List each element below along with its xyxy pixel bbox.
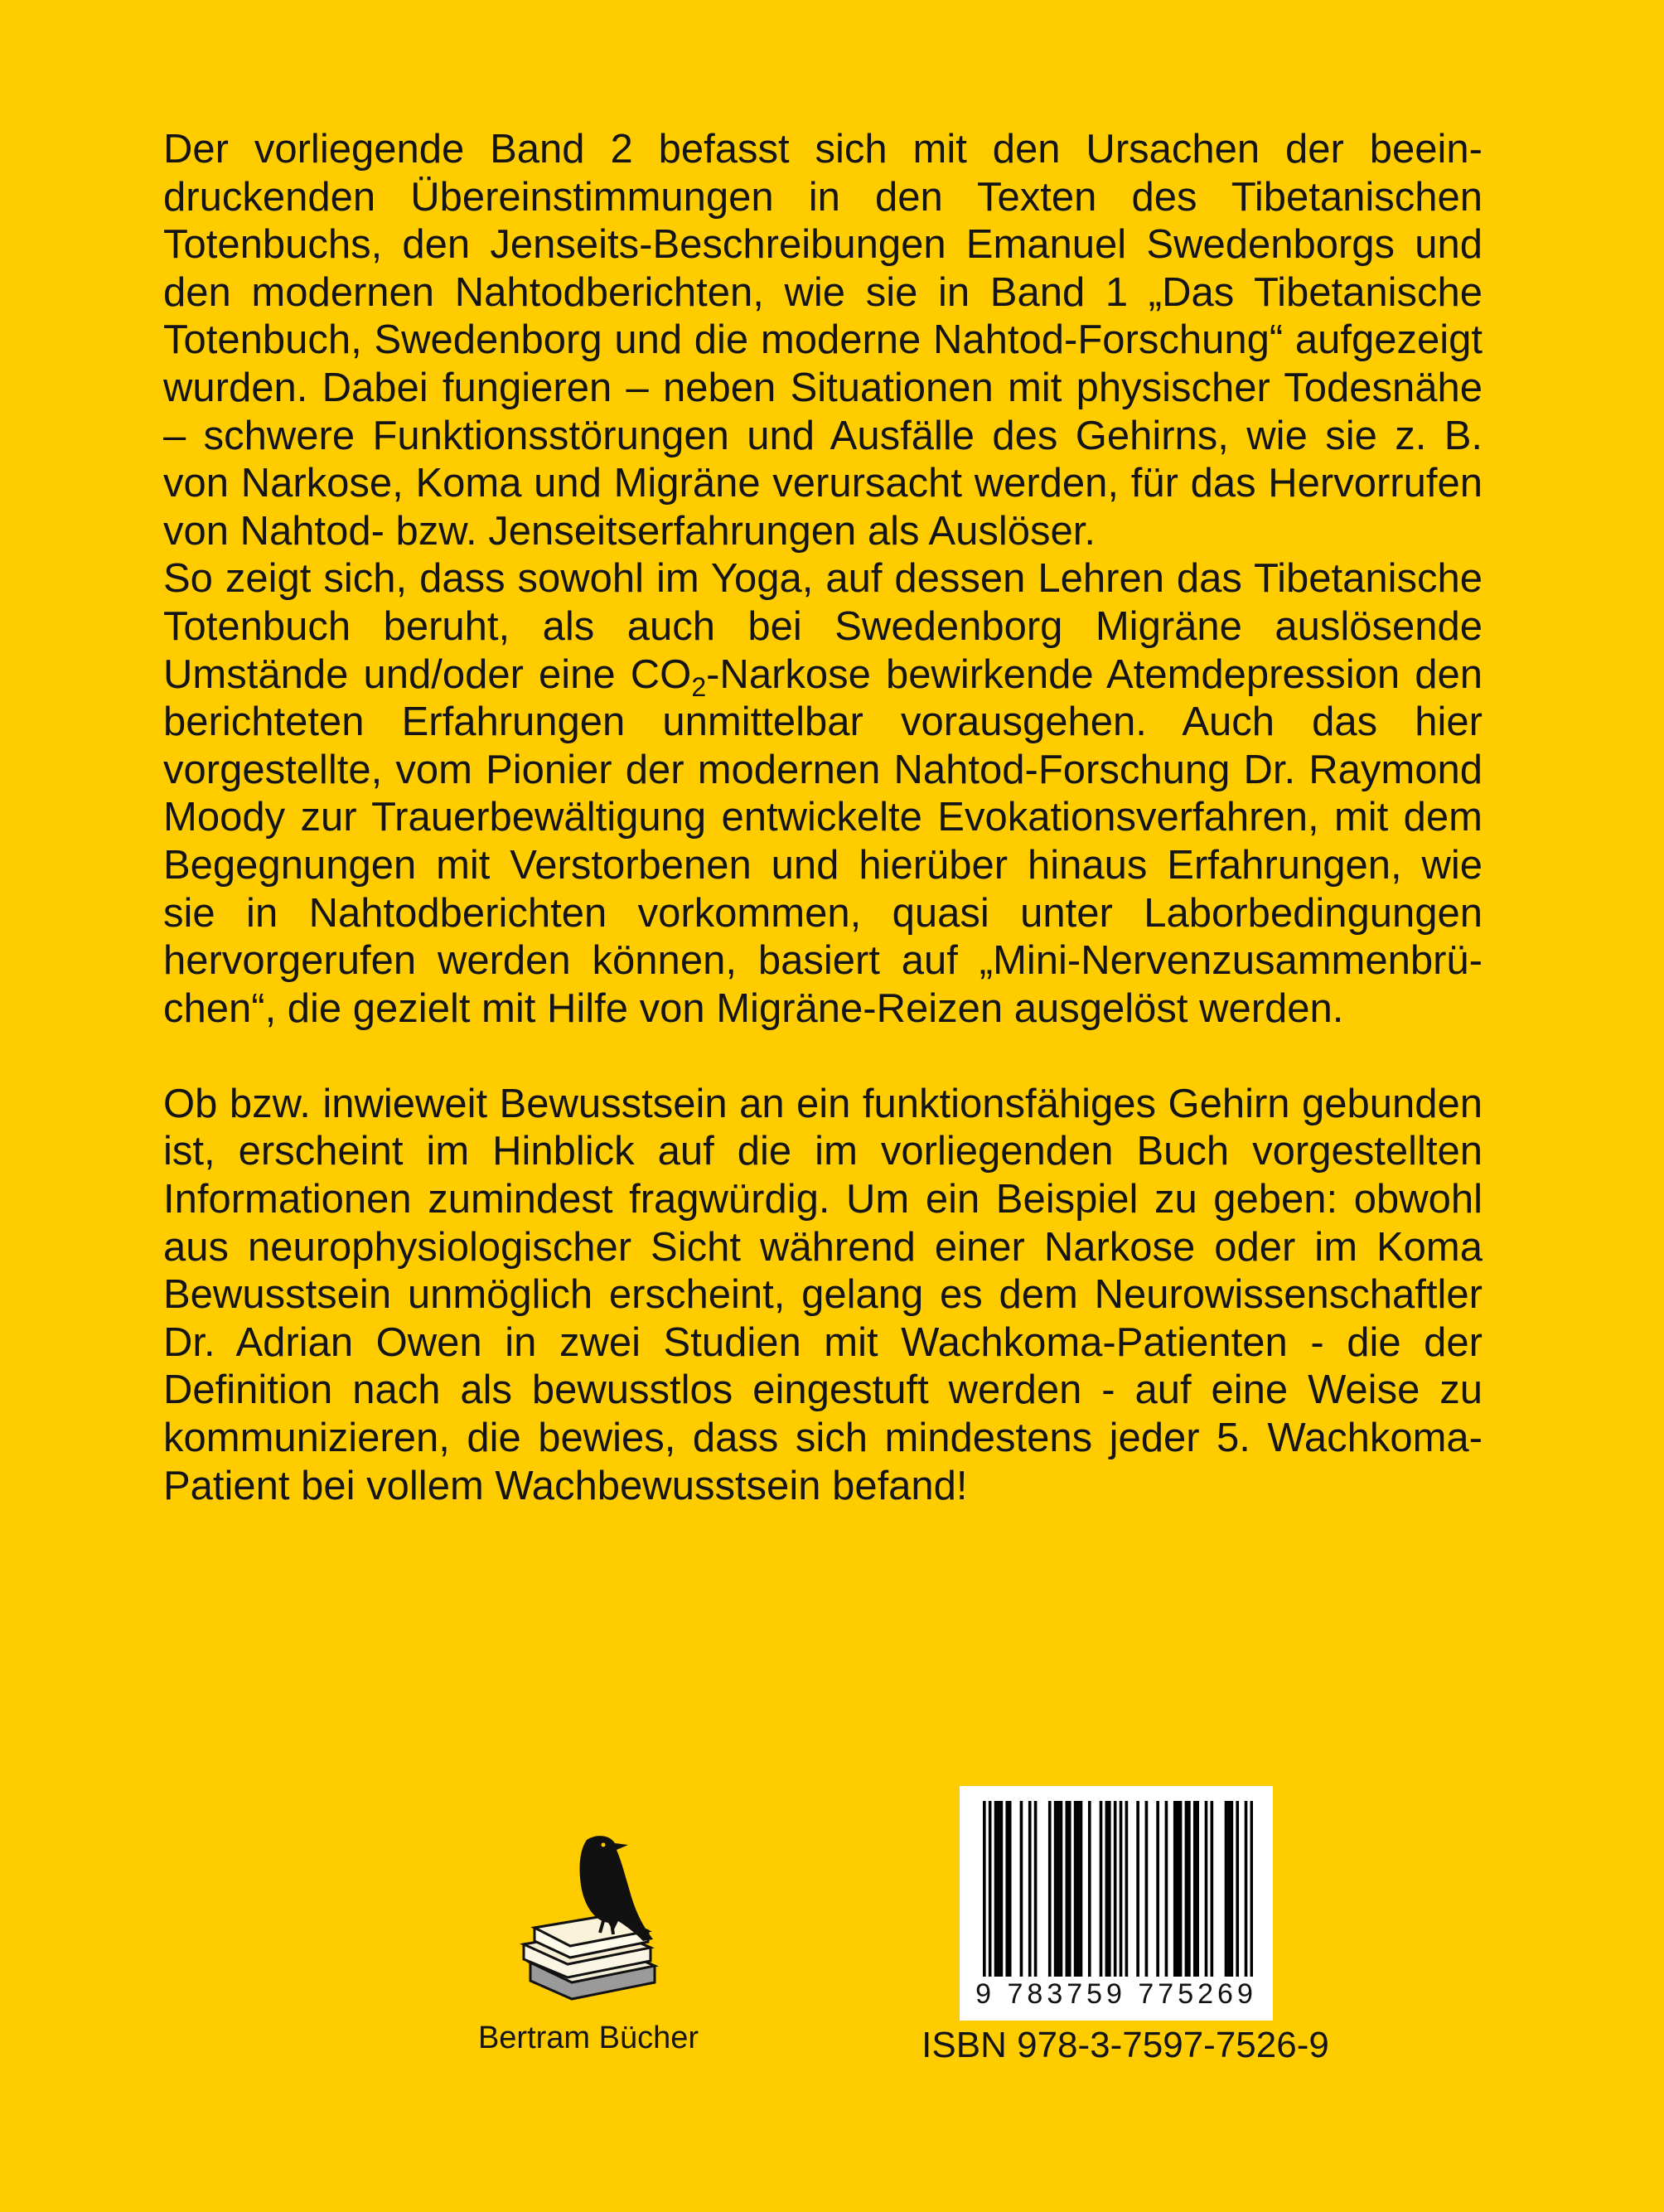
barcode-bar bbox=[1176, 1801, 1179, 1977]
barcode-bar bbox=[1225, 1801, 1228, 1977]
barcode-bar bbox=[1057, 1801, 1060, 1977]
barcode-bar bbox=[1108, 1801, 1111, 1977]
barcode-bar bbox=[1068, 1801, 1071, 1977]
barcode-bar bbox=[1188, 1801, 1191, 1977]
barcode-bar bbox=[1074, 1801, 1077, 1977]
blurb-paragraph-1: Der vorliegende Band 2 befasst sich mit den Ursachen der beeindruckenden Übereinstimmungen in den Texten des Tibetanischen Totenbuchs, den Jenseits-Beschreibungen Emanuel Swedenborgs und den modernen Nahtodberichten, wie sie in Band 1 „Das Tibetanische Totenbuch, Swedenborg und die moderne Nahtod-Forschung“ aufgezeigt wurden. Dabei fungieren – neben Situationen mit physischer Todesnähe – schwere Funktionsstörungen und Ausfälle des Gehirns, wie sie z. B. von Narkose, Koma und Migräne verursacht werden, für das Hervorrufen von Nahtod- bzw. Jenseitserfahrungen als Auslöser. bbox=[163, 127, 1483, 554]
blurb-paragraph-3: Ob bzw. inwieweit Bewusstsein an ein funktionsfähiges Gehirn gebunden ist, erscheint im Hinblick auf die im vorliegenden Buch vorgestellten Informationen zumindest fragwürdig. Um ein Beispiel zu geben: obwohl aus neurophysiologischer Sicht während einer Narkose oder im Koma Bewusstsein unmöglich erscheint, gelang es dem Neurowissenschaftler Dr. Adrian Owen in zwei Studien mit Wachkoma-Patienten - die der Definition nach als bewusstlos eingestuft werden - auf eine Weise zu kommunizieren, die bewies, dass sich mindestens jeder 5. Wachkoma-Patient bei vollem Wachbewusstsein befand! bbox=[163, 1081, 1483, 1508]
barcode-bar bbox=[1034, 1801, 1038, 1977]
barcode-bar bbox=[1005, 1801, 1009, 1977]
barcode-bar bbox=[1173, 1801, 1177, 1977]
publisher-block bbox=[464, 1823, 812, 2105]
barcode-bar bbox=[1211, 1801, 1214, 1977]
barcode-bar bbox=[994, 1801, 998, 1977]
barcode-bar bbox=[1088, 1801, 1091, 1977]
barcode-bar bbox=[1245, 1801, 1248, 1977]
barcode-bar bbox=[1120, 1801, 1123, 1977]
barcode-bar bbox=[1185, 1801, 1188, 1977]
barcode-bar bbox=[997, 1801, 1000, 1977]
barcode-digits: 9 783759 775269 bbox=[975, 1978, 1257, 2010]
barcode-bar bbox=[989, 1801, 992, 1977]
barcode-bar bbox=[1114, 1801, 1117, 1977]
raven-on-books-icon bbox=[489, 1823, 688, 2006]
barcode-bar bbox=[1179, 1801, 1183, 1977]
barcode-bar bbox=[1048, 1801, 1052, 1977]
barcode-bar bbox=[1136, 1801, 1139, 1977]
barcode-bar bbox=[983, 1801, 986, 1977]
barcode-bar bbox=[1205, 1801, 1208, 1977]
barcode-bar bbox=[1145, 1801, 1149, 1977]
barcode-bar bbox=[1156, 1801, 1159, 1977]
barcode-bar bbox=[1066, 1801, 1069, 1977]
barcode-bar bbox=[1250, 1801, 1253, 1977]
barcode-bar bbox=[1080, 1801, 1083, 1977]
co2-subscript: 2 bbox=[691, 671, 707, 702]
back-cover-blurb bbox=[163, 126, 1483, 1510]
publisher-name: Bertram Bücher bbox=[477, 2021, 699, 2055]
barcode-bar bbox=[1020, 1801, 1023, 1977]
barcode-bar bbox=[1076, 1801, 1080, 1977]
barcode-bar bbox=[1193, 1801, 1197, 1977]
barcode-bar bbox=[1028, 1801, 1032, 1977]
blurb-paragraph-2-part-a: So zeigt sich, dass sowohl im Yoga, auf dessen Lehren das Tibetanische Totenbuch beruht, als auch bei Swedenborg Migräne auslösende Umstände und/oder eine CO bbox=[163, 556, 1483, 697]
barcode-bar bbox=[1000, 1801, 1004, 1977]
barcode-bar bbox=[1009, 1801, 1012, 1977]
barcode-bars bbox=[983, 1801, 1253, 1977]
barcode-bar bbox=[1231, 1801, 1234, 1977]
barcode-bar bbox=[1227, 1801, 1231, 1977]
barcode-bar bbox=[1054, 1801, 1057, 1977]
isbn-label: ISBN 978-3-7597-7526-9 bbox=[921, 2025, 1329, 2065]
blurb-paragraph-2 bbox=[163, 555, 1483, 1033]
barcode-bar bbox=[1105, 1801, 1109, 1977]
barcode-bar bbox=[1125, 1801, 1129, 1977]
barcode bbox=[960, 1786, 1273, 2021]
barcode-bar bbox=[1196, 1801, 1199, 1977]
barcode-bar bbox=[1236, 1801, 1239, 1977]
barcode-bar bbox=[1100, 1801, 1103, 1977]
blurb-paragraph-2-part-b: -Narkose bewirkende Atemdepression den berichteten Erfahrungen unmittelbar vorausgehen. Auch das hier vorgestellte, vom Pionier der modernen Nahtod-Forschung Dr. Raymond Moody zur Trauerbewältigung entwickelte Evokationsverfahren, mit dem Begegnungen mit Verstorbenen und hierüber hinaus Erfahrungen, wie sie in Nahtodberichten vorkommen, quasi unter Laborbedingungen hervorgerufen werden können, basiert auf „Mini-Nervenzusammenbrüchen“, die gezielt mit Hilfe von Migräne-Reizen ausgelöst werden. bbox=[163, 651, 1483, 1031]
barcode-bar bbox=[1165, 1801, 1168, 1977]
barcode-bar bbox=[1060, 1801, 1063, 1977]
